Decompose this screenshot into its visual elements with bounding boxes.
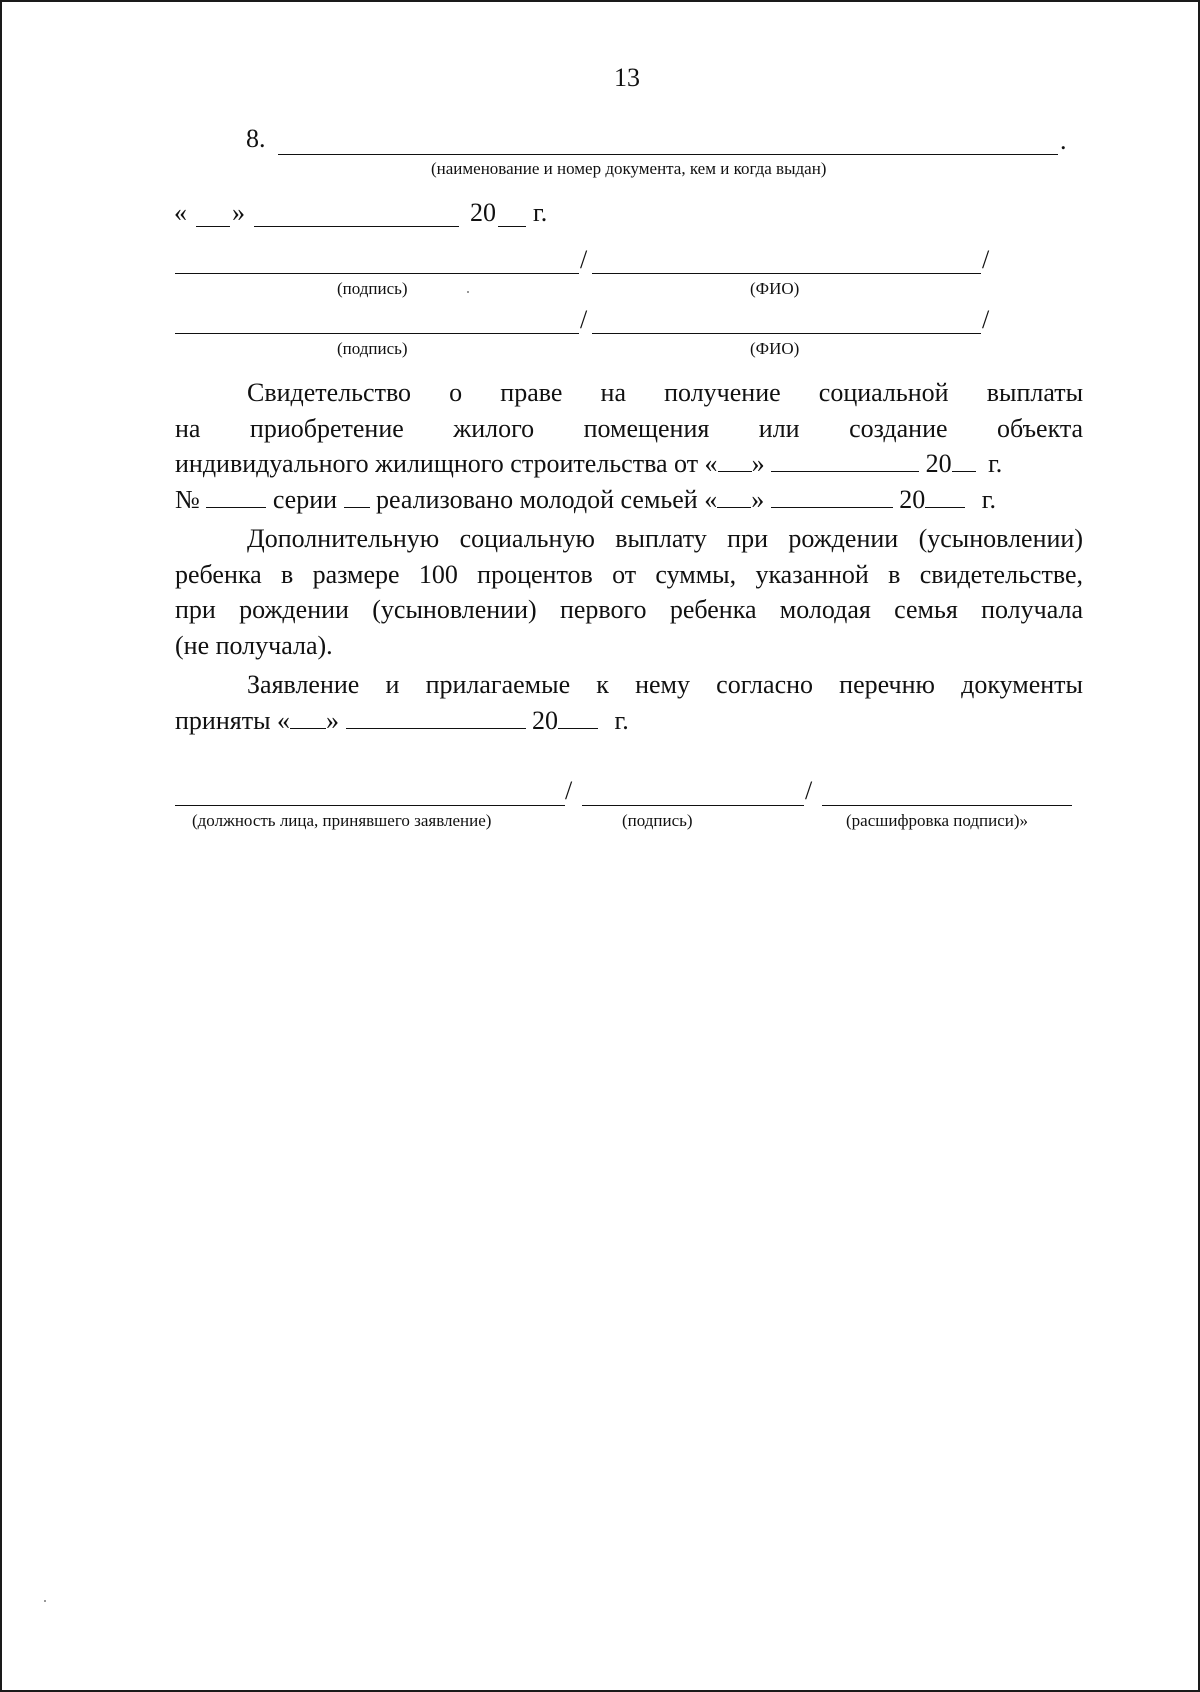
document-caption: (наименование и номер документа, кем и когда выдан) [431,159,827,178]
signature-slash-1b: / [982,245,990,274]
signature-slash-1a: / [580,245,588,274]
realized-year-blank[interactable] [925,485,965,508]
scan-dot [44,1600,46,1602]
certificate-line-3 [175,446,1083,482]
final-signature-label: (подпись) [622,811,693,830]
date-suffix: г. [533,198,548,227]
realized-suffix: г. [981,484,996,514]
application-line-2 [175,703,1083,739]
name-line-1[interactable] [592,273,981,274]
accepted-year-blank[interactable] [558,706,598,729]
certificate-suffix: г. [988,449,1003,478]
realized-text: реализовано молодой семьей « [376,484,718,514]
certificate-month-blank[interactable] [771,449,919,472]
date-open-quote: « [174,198,187,227]
date-close-quote: » [232,198,245,227]
series-label: серии [272,484,338,514]
certificate-day-blank[interactable] [718,449,752,472]
word: на [600,378,627,407]
application-line-1: Заявление и прилагаемые к нему согласно перечню документы [247,670,1083,699]
realized-month-blank[interactable] [771,485,893,508]
signature-slash-2a: / [580,305,588,334]
additional-line-2: ребенка в размере 100 процентов от суммы, указанной в свидетельстве, [175,559,1083,589]
additional-line-1: Дополнительную социальную выплату при рождении (усыновлении) [247,524,1083,553]
date-month-line[interactable] [254,226,459,227]
word: социальной [818,378,949,407]
signature-label-1: (подпись) [337,279,408,298]
name-label-2: (ФИО) [750,339,800,358]
certificate-paragraph [175,375,1083,517]
document-line[interactable] [278,154,1058,155]
item-number: 8. [246,124,266,153]
signature-line-1[interactable] [175,273,579,274]
word: праве [500,378,563,407]
final-signature-line[interactable] [582,805,804,806]
date-year: 20 [470,198,496,227]
accepted-year: 20 [532,705,559,735]
additional-line-3: при рождении (усыновлении) первого ребенка молодая семья получала [175,595,1083,624]
signature-label-2: (подпись) [337,339,408,358]
word: или [758,413,800,443]
word: объекта [997,413,1084,443]
accepted-day-blank[interactable] [290,706,326,729]
number-sign: № [175,484,200,514]
certificate-number-blank[interactable] [206,485,266,508]
certificate-year-blank[interactable] [952,449,976,472]
application-paragraph [175,667,1083,738]
accepted-suffix: г. [614,705,629,735]
date-day-line[interactable] [196,226,230,227]
final-slash-1: / [565,776,573,805]
date-year-line[interactable] [498,226,526,227]
close-quote: » [751,449,765,478]
certificate-line-1 [175,375,1083,411]
item-end-dot: . [1060,126,1067,155]
additional-line-4: (не получала). [175,630,333,660]
close-quote: » [751,484,765,514]
certificate-line-4 [175,482,1083,518]
word: жилого [453,413,535,443]
scan-dot [467,291,469,293]
close-quote: » [326,705,340,735]
signature-line-2[interactable] [175,333,579,334]
accepted-month-blank[interactable] [346,706,526,729]
word: Свидетельство [247,378,412,407]
certificate-year: 20 [925,449,952,478]
page-number: 13 [614,63,640,92]
realized-year: 20 [899,484,926,514]
additional-payment-paragraph [175,521,1083,663]
decode-label: (расшифровка подписи)» [846,811,1029,830]
word: о [449,378,463,407]
word: приобретение [249,413,404,443]
certificate-line-2 [175,411,1083,447]
word: выплаты [986,378,1084,407]
name-label-1: (ФИО) [750,279,800,298]
decode-line[interactable] [822,805,1072,806]
word: создание [849,413,948,443]
certificate-series-blank[interactable] [344,485,370,508]
position-line[interactable] [175,805,565,806]
realized-day-blank[interactable] [717,485,751,508]
position-label: (должность лица, принявшего заявление) [192,811,492,830]
signature-slash-2b: / [982,305,990,334]
final-slash-2: / [805,776,813,805]
accepted-text: приняты « [175,705,291,735]
name-line-2[interactable] [592,333,981,334]
word: на [175,413,201,443]
word: помещения [583,413,710,443]
certificate-text: индивидуального жилищного строительства от « [175,449,718,478]
word: получение [664,378,781,407]
